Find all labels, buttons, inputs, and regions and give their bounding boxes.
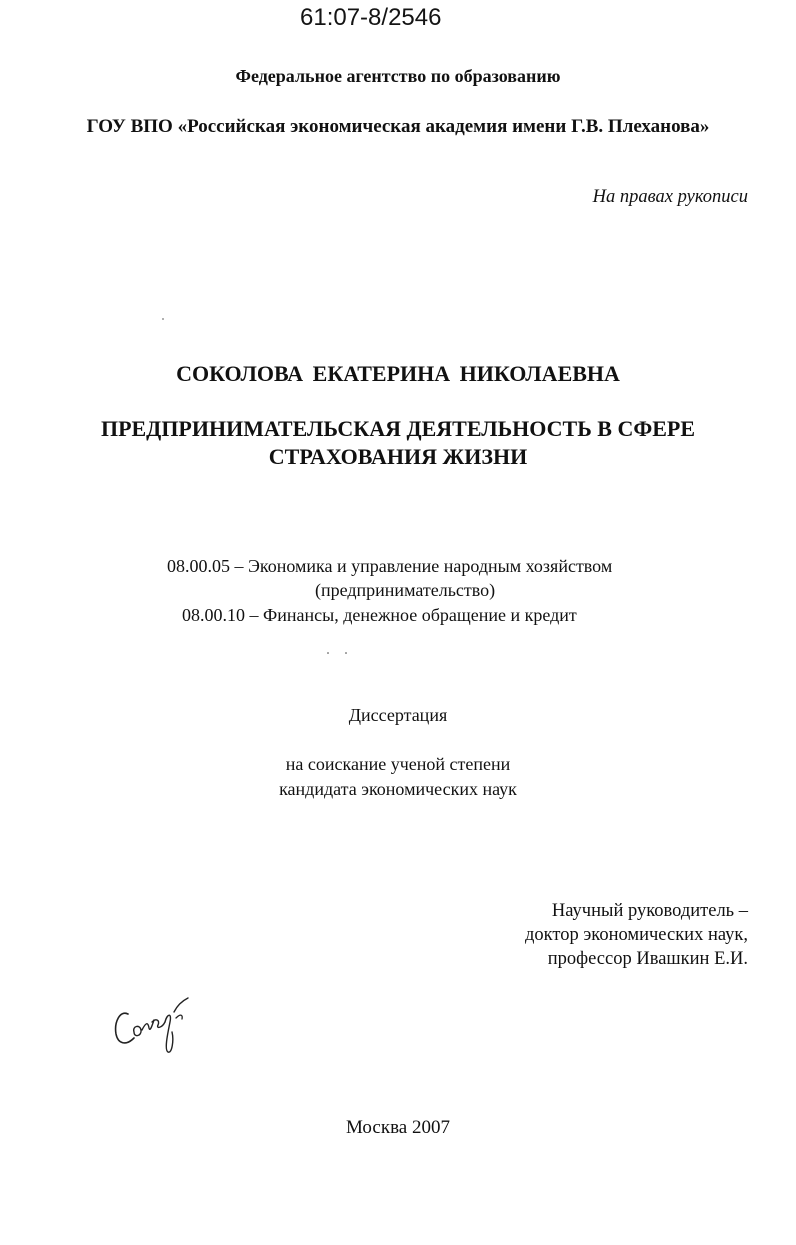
specialty-1-line-1: 08.00.05 – Экономика и управление народным хозяйством [167,556,613,576]
dissertation-title [0,415,796,471]
manuscript-rights-note: На правах рукописи [592,187,748,207]
author-name: СОКОЛОВА ЕКАТЕРИНА НИКОЛАЕВНА [176,361,620,386]
city-year: Москва 2007 [346,1117,450,1138]
degree-line-1: на соискание ученой степени [285,754,511,774]
scan-speck [327,652,329,654]
specialty-2: 08.00.10 – Финансы, денежное обращение и кредит [182,605,577,625]
supervisor-name: профессор Ивашкин Е.И. [547,949,748,969]
agency-heading: Федеральное агентство по образованию [235,66,561,86]
scan-speck [162,318,164,320]
title-line-1: ПРЕДПРИНИМАТЕЛЬСКАЯ ДЕЯТЕЛЬНОСТЬ В СФЕРЕ [100,416,696,441]
supervisor-degree: доктор экономических наук, [524,925,748,945]
work-type: Диссертация [348,705,448,725]
degree-statement [0,752,796,802]
university-heading: ГОУ ВПО «Российская экономическая академия имени Г.В. Плеханова» [86,116,710,137]
scan-speck [345,652,347,654]
supervisor-block [525,899,748,971]
handwritten-signature [112,992,194,1056]
title-line-2: СТРАХОВАНИЯ ЖИЗНИ [268,444,528,469]
catalog-code-stamp: 61:07-8/2546 [300,4,442,31]
specialty-1-line-2: (предпринимательство) [315,580,496,600]
supervisor-role: Научный руководитель – [551,901,748,921]
degree-line-2: кандидата экономических наук [279,779,517,799]
